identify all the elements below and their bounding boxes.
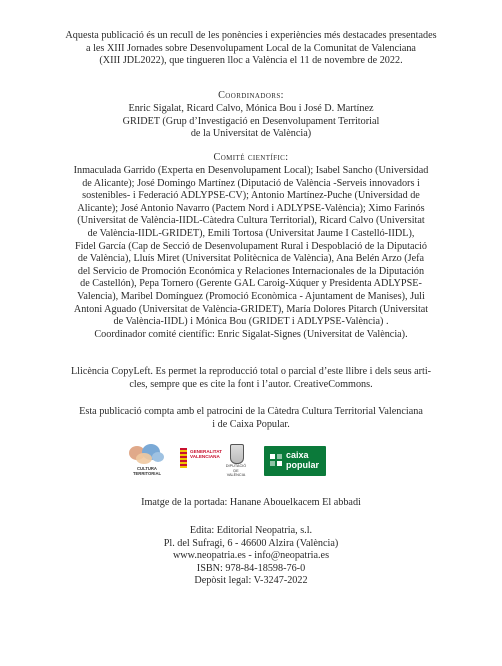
sponsor-line: i de Caixa Popular. [212, 418, 290, 430]
committee-line: de València-IIDL) i Mónica Bou (GRIDET i ADLYPSE-València) . [113, 316, 389, 328]
committee-line: de València-IIDL-GRIDET), Emili Tortosa (Universitat Jaume I Castelló-IIDL), [87, 227, 415, 239]
coordinators-line: GRIDET (Grup d’Investigació en Desenvolupament Territorial [122, 115, 380, 127]
edition-info [54, 525, 448, 588]
committee-line: de València), Lluís Miret (Universitat Politècnica de València), Ana Belén Arzo (Jefa [77, 253, 425, 265]
committee-line: sostenibles- i Federació ADLYPSE-CV); Antonio Martínez-Puche (Universidad de [82, 190, 420, 202]
intro-line: a les XIII Jornades sobre Desenvolupament Local de la Comunitat de Valenciana [86, 42, 416, 54]
committee-line: Coordinador comité científic: Enric Sigalat-Signes (Universitat de València). [94, 328, 408, 340]
committee-line: Alicante); José Antonio Navarro (Pactem Nord i ADLYPSE-València); Ximo Farinós [77, 202, 425, 214]
cover-credit: Imatge de la portada: Hanane Abouelkacem El abbadi [141, 497, 361, 508]
coat-of-arms-icon [230, 444, 244, 464]
publisher-line: Edita: Editorial Neopatria, s.l. [189, 525, 313, 536]
coordinators-list [54, 103, 448, 141]
license-line: cles, sempre que es cite la font i l’autor. CreativeCommons. [129, 378, 373, 390]
intro-line: (XIII JDL2022), que tingueren lloc a València el 11 de novembre de 2022. [99, 55, 403, 67]
generalitat-valenciana-logo [180, 446, 226, 474]
committee-line: Valencia), Maribel Domínguez (Promoció Econòmica - Ajuntament de Manises), Juli [77, 290, 425, 302]
committee-line: del Servicio de Promoción Económica y Relaciones Internacionales de la Diputación [77, 265, 425, 277]
senyera-icon [180, 448, 187, 468]
cultura-territorial-logo [124, 444, 170, 478]
committee-line: de Alicante); José Domingo Martínez (Diputació de València -Serveis innovadors i [82, 177, 420, 189]
committee-line: (Universitat de València-IIDL-Càtedra Cultura Territorial), Ricard Calvo (Universitat [77, 215, 425, 227]
sponsor-line: Esta publicació compta amb el patrocini de la Càtedra Cultura Territorial Valenciana [79, 406, 423, 417]
committee-line: Inmaculada Garrido (Experta en Desenvolupament Local); Isabel Sancho (Universidad [73, 165, 429, 176]
license-line: Llicència CopyLeft. Es permet la reproducció total o parcial d’este llibre i dels seus arti- [70, 366, 432, 377]
caixa-popular-mark-icon [269, 453, 283, 467]
cultura-territorial-label: CULTURA TERRITORIAL [132, 466, 162, 476]
coordinators-heading: Coordinadors: [218, 90, 284, 101]
diputacio-label: DE VALÈNCIA [226, 468, 246, 478]
sponsor-logos [124, 444, 384, 478]
diputacio-label: DIPUTACIÓ [225, 464, 247, 468]
committee-line: de Castellón), Pepa Tornero (Gerente GAL Caroig-Xúquer y Presidenta ADLYPSE- [80, 278, 422, 290]
caixa-popular-logo [264, 446, 326, 476]
license-notice [54, 366, 448, 391]
intro-line: Aquesta publicació és un recull de les ponències i experiències més destacades presentades [65, 30, 437, 41]
committee-heading: Comité científic: [213, 152, 289, 163]
isbn-line: ISBN: 978-84-18598-76-0 [196, 562, 306, 574]
sponsor-notice [54, 406, 448, 431]
generalitat-label: GENERALITAT [190, 449, 222, 454]
coordinators-line: Enric Sigalat, Ricard Calvo, Mónica Bou i José D. Martínez [128, 103, 374, 114]
intro-paragraph [54, 30, 448, 68]
generalitat-label: VALENCIANA [190, 454, 220, 460]
diputacio-valencia-logo [224, 444, 248, 478]
legal-deposit-line: Depòsit legal: V-3247-2022 [194, 575, 308, 587]
coordinators-line: de la Universitat de València) [190, 128, 312, 140]
committee-line: Fidel García (Cap de Secció de Desenvolupament Rural i Despoblació de la Diputació [75, 240, 427, 252]
address-line: Pl. del Sufragi, 6 - 46600 Alzira (València) [163, 537, 339, 549]
caixa-label: popular [286, 459, 319, 470]
web-email-line: www.neopatria.es - info@neopatria.es [172, 550, 330, 562]
committee-list [54, 165, 448, 341]
caixa-label: caixa [286, 450, 309, 460]
committee-line: Antoni Aguado (Universitat de València-GRIDET), María Dolores Pitarch (Universitat [73, 303, 429, 315]
